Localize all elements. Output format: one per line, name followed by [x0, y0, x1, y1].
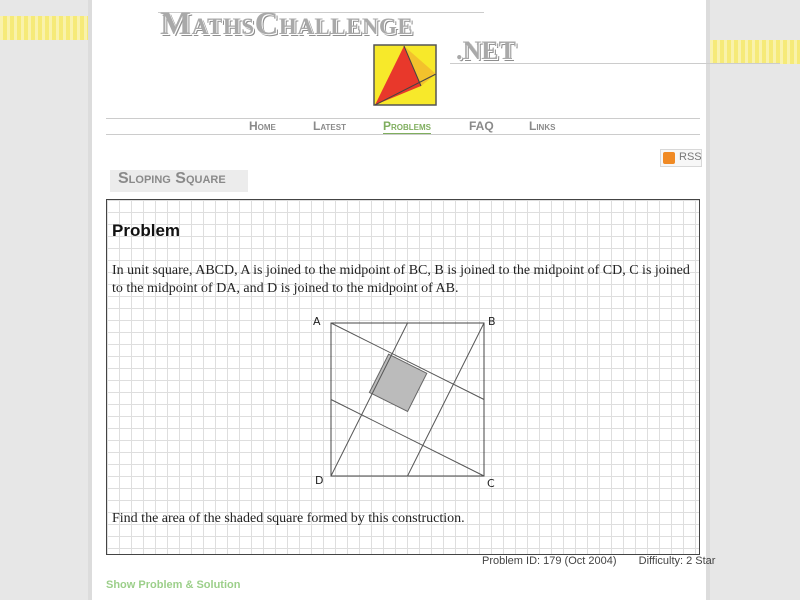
- problem-question: Find the area of the shaded square formed by this construction.: [112, 511, 465, 526]
- problem-diagram: [305, 310, 505, 490]
- problem-panel: [106, 199, 700, 555]
- problem-meta: [482, 555, 715, 567]
- vertex-c-label: C: [487, 477, 495, 490]
- page-column: [88, 0, 716, 600]
- nav-rule-bottom: [106, 134, 700, 135]
- rss-label: RSS: [679, 151, 702, 163]
- rss-icon: [663, 152, 675, 164]
- decorative-strip-left: [0, 16, 88, 40]
- page-title: Sloping Square: [118, 170, 226, 187]
- vertex-a-label: A: [313, 315, 321, 328]
- nav-latest[interactable]: Latest: [313, 119, 346, 133]
- rss-button[interactable]: [660, 149, 702, 167]
- nav-faq[interactable]: FAQ: [469, 119, 494, 133]
- show-solution-link[interactable]: Show Problem & Solution: [106, 579, 241, 591]
- problem-id: Problem ID: 179 (Oct 2004): [482, 555, 617, 567]
- nav-home[interactable]: Home: [249, 119, 276, 133]
- vertex-d-label: D: [315, 474, 324, 487]
- problem-difficulty: Difficulty: 2 Star: [638, 555, 716, 567]
- site-suffix: .NET: [456, 36, 516, 65]
- problem-label: Problem: [112, 221, 181, 240]
- problem-statement: In unit square, ABCD, A is joined to the midpoint of BC, B is joined to the midpoint of CD, C is joined to the midpoint of DA, and D is joined to the midpoint of AB.: [112, 263, 690, 296]
- site-logo[interactable]: [373, 44, 437, 106]
- nav-problems[interactable]: Problems: [383, 119, 432, 133]
- nav-links[interactable]: Links: [529, 119, 556, 133]
- decorative-strip-right: [710, 40, 800, 64]
- vertex-b-label: B: [488, 315, 496, 328]
- site-title[interactable]: MathsChallenge: [160, 6, 414, 42]
